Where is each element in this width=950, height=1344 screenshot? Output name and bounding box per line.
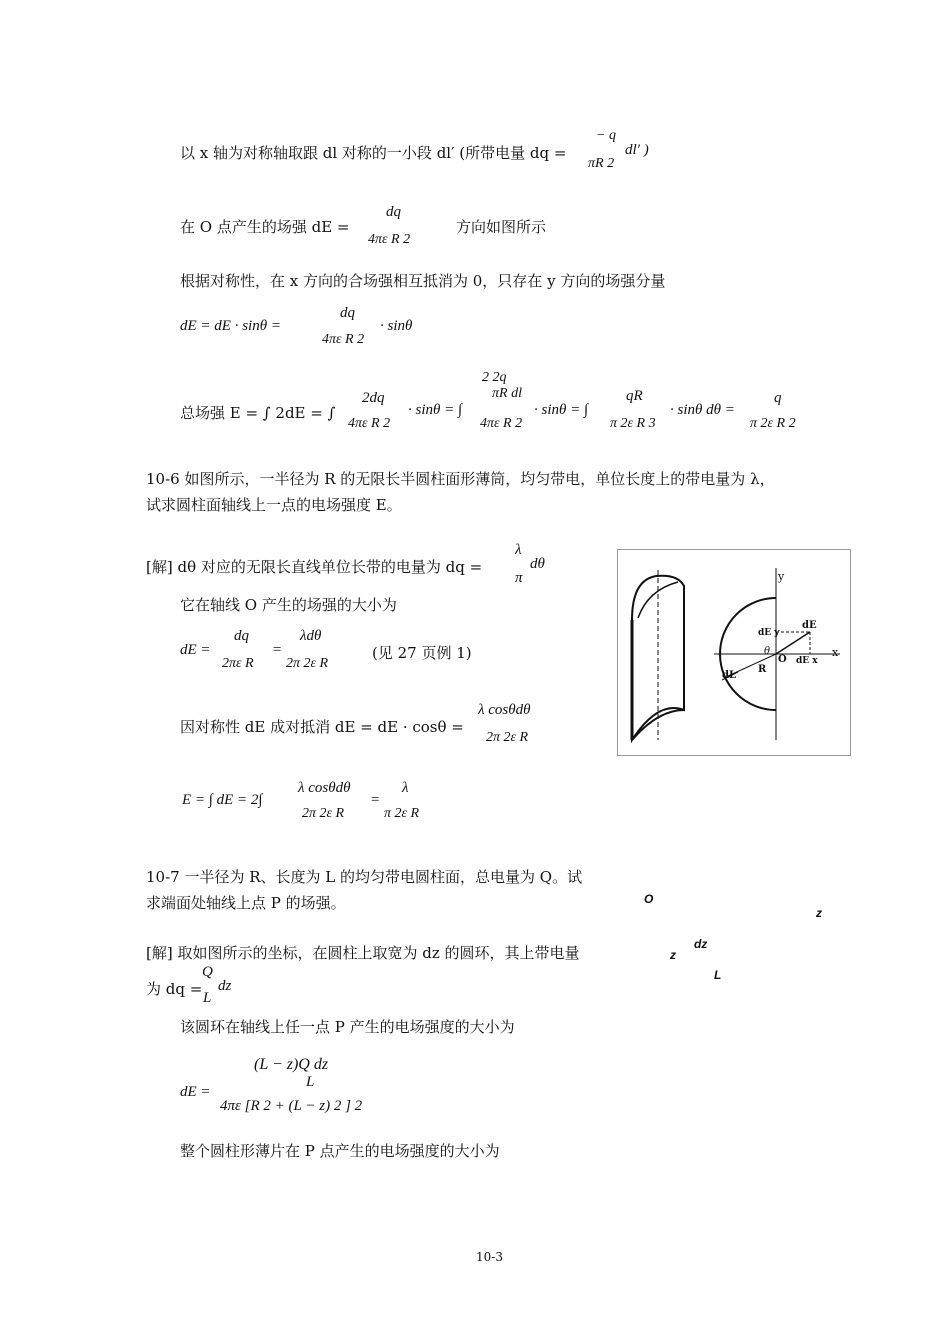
frac-num: qR [626,388,643,404]
frac-den: πR 2 [588,156,615,171]
frac-num: λ cosθdθ [298,780,351,796]
solution-line-1: [解] dθ 对应的无限长直线单位长带的电量为 dq = [146,558,483,576]
fig-label-theta: θ [764,646,771,657]
text-tail: dl′ ) [625,142,649,158]
problem-10-6-cont: 试求圆柱面轴线上一点的电场强度 E。 [146,496,402,514]
text-tail: dz [218,978,232,994]
problem-10-7-cont: 求端面处轴线上点 P 的场强。 [146,894,346,912]
reference-note: (见 27 页例 1) [372,644,472,662]
solution-7-line-1: [解] 取如图所示的坐标，在圆柱上取宽为 dz 的圆环，其上带电量 [146,944,580,962]
eq-sign: = [272,642,283,658]
frac-den: π [515,570,523,586]
frac-den: 4πε [R 2 + (L − z) 2 ] 2 [220,1098,363,1114]
solution-line-4: 因对称性 dE 成对抵消 dE = dE · cosθ = [180,718,464,736]
eq-sign: = [370,792,381,808]
text-tail: 方向如图所示 [456,218,547,236]
text-line-2: 在 O 点产生的场强 dE = [180,218,350,236]
frac-num: − q [596,128,616,143]
text-l1: 以 x 轴为对称轴取跟 dl 对称的一小段 dl′ (所带电量 dq = [180,144,567,162]
frac-den: 4πε R 2 [368,232,411,247]
frac-num: Q [202,964,213,980]
frac-den: 2π 2ε R [486,730,529,745]
frac-mid: L [306,1074,315,1090]
frac-num: λ [402,780,409,796]
frac-den: L [203,990,212,1006]
fig2-label-dz: dz [694,937,708,951]
frac-den: 2π 2ε R [302,806,345,821]
text-tail: · sinθ [380,318,413,334]
frac-num: 2 2q [482,370,507,385]
problem-10-7: 10-7 一半径为 R、长度为 L 的均匀带电圆柱面，总电量为 Q。试 [146,868,583,886]
frac-mid: πR dl [492,386,522,401]
eq-part: · sinθ dθ = [670,402,735,418]
eq-part: · sinθ = ∫ [408,402,463,418]
frac-den: 4πε R 2 [322,332,365,347]
frac-den: π 2ε R [384,806,420,821]
fig-label-R: R [758,664,767,675]
fig2-label-L: L [714,968,722,982]
text-tail: dθ [530,556,545,572]
frac-num: λ cosθdθ [478,702,531,718]
page-number: 10-3 [476,1250,503,1264]
frac-num: q [774,390,782,406]
problem-10-6: 10-6 如图所示，一半径为 R 的无限长半圆柱面形薄筒，均匀带电，单位长度上的带电量为 λ， [146,470,775,488]
frac-num: dq [386,204,401,220]
eq-line-5: 总场强 E = ∫ 2dE = ∫ [180,404,336,422]
eq-lead: dE = [180,1084,211,1100]
figure-svg [618,550,850,755]
eq-lead: E = ∫ dE = 2∫ [182,792,263,808]
solution-line-2: 它在轴线 O 产生的场强的大小为 [180,596,397,614]
solution-7-line-3: 该圆环在轴线上任一点 P 产生的电场强度的大小为 [180,1018,515,1036]
fig-label-dE: dE [802,620,817,631]
fig-label-dL: dL [722,670,737,681]
solution-7-line-2: 为 dq = [146,980,203,998]
frac-num: 2dq [362,390,385,406]
eq-lead: dE = [180,642,211,658]
frac-num: λdθ [300,628,322,644]
frac-num: λ [515,542,522,558]
frac-num: (L − z)Q dz [254,1056,329,1073]
text-line-1 [180,142,566,163]
fig2-label-z2: z [670,948,676,962]
fig-label-dEx: dE x [796,656,818,666]
frac-den: 2π 2ε R [286,656,329,671]
fig2-label-O: O [644,892,654,906]
frac-den: 4πε R 2 [480,416,523,431]
fig-label-y: y [778,570,785,583]
frac-den: π 2ε R 2 [750,416,796,431]
solution-7-line-5: 整个圆柱形薄片在 P 点产生的电场强度的大小为 [180,1142,500,1160]
fig-label-O: O [778,654,787,665]
fig2-label-z: z [816,906,822,920]
text-line-3: 根据对称性，在 x 方向的合场强相互抵消为 0，只存在 y 方向的场强分量 [180,272,666,290]
frac-den: 4πε R 2 [348,416,391,431]
fig-label-x: x [832,646,839,659]
figure-half-cylinder [617,549,851,756]
eq-part: · sinθ = ∫ [534,402,589,418]
frac-num: dq [234,628,249,644]
frac-num: dq [340,305,355,321]
frac-den: π 2ε R 3 [610,416,656,431]
frac-den: 2πε R [222,656,254,671]
fig-label-dEy: dE y [758,628,780,638]
eq-line-4: dE = dE · sinθ = [180,318,281,334]
